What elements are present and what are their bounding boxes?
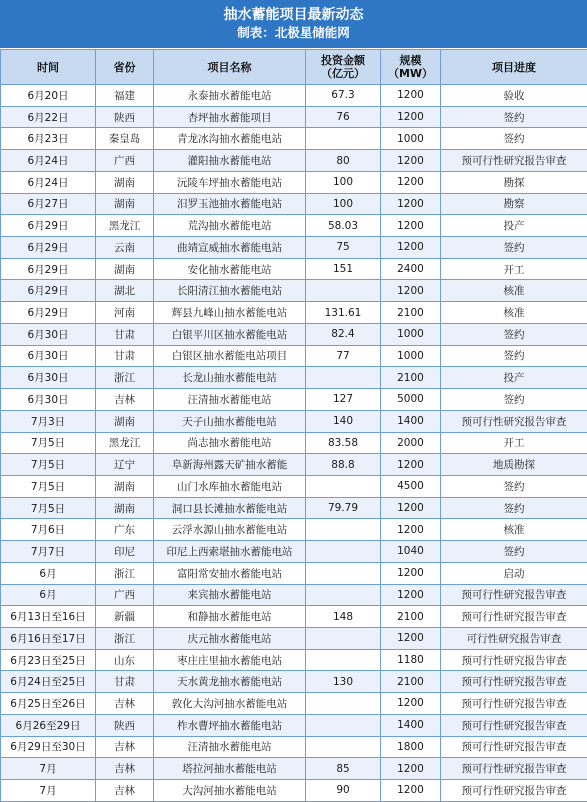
cell-scale: 1200	[381, 584, 441, 606]
cell-date: 6月29日至30日	[1, 736, 96, 758]
cell-scale: 1200	[381, 693, 441, 715]
cell-project-name: 和静抽水蓄能电站	[154, 606, 306, 628]
cell-investment: 85	[306, 758, 381, 780]
cell-province: 云南	[96, 237, 154, 259]
cell-province: 广西	[96, 584, 154, 606]
cell-status: 签约	[441, 106, 587, 128]
cell-scale: 1000	[381, 128, 441, 150]
cell-scale: 1200	[381, 562, 441, 584]
cell-investment	[306, 128, 381, 150]
cell-scale: 2100	[381, 367, 441, 389]
table-row	[1, 215, 587, 237]
cell-scale: 1400	[381, 410, 441, 432]
cell-scale: 2100	[381, 606, 441, 628]
cell-project-name: 灌阳抽水蓄能电站	[154, 150, 306, 172]
cell-investment	[306, 280, 381, 302]
cell-scale: 1000	[381, 323, 441, 345]
cell-scale: 1400	[381, 714, 441, 736]
cell-date: 7月5日	[1, 497, 96, 519]
cell-province: 福建	[96, 85, 154, 107]
cell-project-name: 天子山抽水蓄能电站	[154, 410, 306, 432]
cell-date: 6月29日	[1, 215, 96, 237]
cell-investment: 76	[306, 106, 381, 128]
cell-investment: 90	[306, 780, 381, 802]
cell-project-name: 青龙冰沟抽水蓄能电站	[154, 128, 306, 150]
cell-investment	[306, 693, 381, 715]
cell-scale: 2000	[381, 432, 441, 454]
cell-scale: 1200	[381, 497, 441, 519]
cell-project-name: 洞口县长滩抽水蓄能电站	[154, 497, 306, 519]
table-row	[1, 367, 587, 389]
cell-status: 核准	[441, 519, 587, 541]
cell-project-name: 荒沟抽水蓄能电站	[154, 215, 306, 237]
cell-status: 开工	[441, 258, 587, 280]
cell-investment	[306, 475, 381, 497]
cell-status: 签约	[441, 541, 587, 563]
cell-date: 7月3日	[1, 410, 96, 432]
cell-scale: 1180	[381, 649, 441, 671]
table-row	[1, 432, 587, 454]
cell-date: 6月30日	[1, 367, 96, 389]
cell-province: 吉林	[96, 389, 154, 411]
cell-date: 6月	[1, 562, 96, 584]
cell-date: 6月23日	[1, 128, 96, 150]
column-header-row	[1, 50, 587, 85]
cell-investment	[306, 367, 381, 389]
table-row	[1, 541, 587, 563]
cell-scale: 4500	[381, 475, 441, 497]
cell-investment: 148	[306, 606, 381, 628]
cell-province: 吉林	[96, 780, 154, 802]
cell-project-name: 尚志抽水蓄能电站	[154, 432, 306, 454]
cell-province: 湖南	[96, 171, 154, 193]
cell-scale: 1200	[381, 780, 441, 802]
table-row	[1, 150, 587, 172]
cell-scale: 1800	[381, 736, 441, 758]
table-row	[1, 237, 587, 259]
cell-province: 秦皇岛	[96, 128, 154, 150]
column-header-investment-line1: 投资金额	[306, 54, 380, 67]
page-title: 抽水蓄能项目最新动态	[224, 6, 364, 24]
cell-province: 印尼	[96, 541, 154, 563]
cell-investment: 151	[306, 258, 381, 280]
cell-scale: 1200	[381, 627, 441, 649]
table-row	[1, 258, 587, 280]
cell-province: 甘肃	[96, 345, 154, 367]
table-row	[1, 627, 587, 649]
cell-date: 7月6日	[1, 519, 96, 541]
cell-status: 预可行性研究报告审查	[441, 150, 587, 172]
table-row	[1, 584, 587, 606]
cell-province: 湖南	[96, 497, 154, 519]
cell-investment: 82.4	[306, 323, 381, 345]
table-row	[1, 193, 587, 215]
cell-scale: 1000	[381, 345, 441, 367]
cell-investment: 75	[306, 237, 381, 259]
cell-project-name: 大沟河抽水蓄能电站	[154, 780, 306, 802]
cell-investment: 130	[306, 671, 381, 693]
cell-province: 湖北	[96, 280, 154, 302]
column-header-investment	[306, 50, 381, 85]
cell-project-name: 杏坪抽水蓄能项目	[154, 106, 306, 128]
cell-province: 湖南	[96, 475, 154, 497]
table-row	[1, 345, 587, 367]
cell-status: 验收	[441, 85, 587, 107]
cell-status: 预可行性研究报告审查	[441, 410, 587, 432]
table-row	[1, 606, 587, 628]
table-row	[1, 410, 587, 432]
cell-date: 6月30日	[1, 389, 96, 411]
cell-status: 预可行性研究报告审查	[441, 758, 587, 780]
cell-investment: 131.61	[306, 302, 381, 324]
cell-scale: 1200	[381, 171, 441, 193]
cell-province: 辽宁	[96, 454, 154, 476]
cell-investment	[306, 584, 381, 606]
cell-investment	[306, 519, 381, 541]
cell-project-name: 曲靖宣威抽水蓄能电站	[154, 237, 306, 259]
cell-date: 6月16日至17日	[1, 627, 96, 649]
cell-status: 投产	[441, 367, 587, 389]
cell-date: 7月7日	[1, 541, 96, 563]
cell-scale: 1200	[381, 454, 441, 476]
cell-status: 勘察	[441, 193, 587, 215]
cell-province: 山东	[96, 649, 154, 671]
cell-investment: 88.8	[306, 454, 381, 476]
cell-scale: 1200	[381, 519, 441, 541]
table-row	[1, 106, 587, 128]
cell-investment: 58.03	[306, 215, 381, 237]
cell-investment: 127	[306, 389, 381, 411]
cell-status: 核准	[441, 280, 587, 302]
cell-scale: 1200	[381, 237, 441, 259]
cell-status: 预可行性研究报告审查	[441, 606, 587, 628]
cell-date: 6月29日	[1, 302, 96, 324]
cell-investment	[306, 562, 381, 584]
cell-project-name: 长龙山抽水蓄能电站	[154, 367, 306, 389]
cell-project-name: 辉县九峰山抽水蓄能电站	[154, 302, 306, 324]
cell-project-name: 敦化大沟河抽水蓄能电站	[154, 693, 306, 715]
cell-project-name: 汪清抽水蓄能电站	[154, 736, 306, 758]
cell-province: 河南	[96, 302, 154, 324]
cell-date: 7月5日	[1, 432, 96, 454]
cell-investment	[306, 714, 381, 736]
cell-province: 甘肃	[96, 323, 154, 345]
cell-province: 湖南	[96, 410, 154, 432]
cell-status: 地质勘探	[441, 454, 587, 476]
cell-status: 签约	[441, 323, 587, 345]
cell-province: 湖南	[96, 258, 154, 280]
cell-project-name: 云浮水源山抽水蓄能电站	[154, 519, 306, 541]
cell-scale: 1040	[381, 541, 441, 563]
project-table	[0, 49, 587, 802]
cell-status: 预可行性研究报告审查	[441, 693, 587, 715]
cell-investment: 77	[306, 345, 381, 367]
cell-status: 启动	[441, 562, 587, 584]
table-row	[1, 475, 587, 497]
cell-province: 浙江	[96, 562, 154, 584]
cell-date: 6月30日	[1, 345, 96, 367]
cell-project-name: 白银区抽水蓄能电站项目	[154, 345, 306, 367]
cell-scale: 2400	[381, 258, 441, 280]
cell-date: 6月	[1, 584, 96, 606]
table-row	[1, 736, 587, 758]
cell-province: 新疆	[96, 606, 154, 628]
table-row	[1, 302, 587, 324]
cell-province: 湖南	[96, 193, 154, 215]
cell-date: 7月5日	[1, 454, 96, 476]
table-row	[1, 389, 587, 411]
cell-date: 6月29日	[1, 258, 96, 280]
cell-province: 浙江	[96, 627, 154, 649]
cell-project-name: 阜新海州露天矿抽水蓄能	[154, 454, 306, 476]
cell-scale: 1200	[381, 758, 441, 780]
table-row	[1, 562, 587, 584]
cell-status: 开工	[441, 432, 587, 454]
cell-province: 黑龙江	[96, 432, 154, 454]
cell-province: 吉林	[96, 736, 154, 758]
cell-status: 投产	[441, 215, 587, 237]
cell-investment: 83.58	[306, 432, 381, 454]
table-row	[1, 128, 587, 150]
column-header-status: 项目进度	[441, 50, 587, 85]
cell-date: 6月24日至25日	[1, 671, 96, 693]
table-row	[1, 714, 587, 736]
cell-investment: 80	[306, 150, 381, 172]
cell-date: 6月23日至25日	[1, 649, 96, 671]
table-row	[1, 323, 587, 345]
cell-project-name: 庆元抽水蓄能电站	[154, 627, 306, 649]
cell-project-name: 山门水库抽水蓄能电站	[154, 475, 306, 497]
cell-date: 6月13日至16日	[1, 606, 96, 628]
cell-scale: 2100	[381, 671, 441, 693]
cell-date: 6月24日	[1, 171, 96, 193]
cell-status: 预可行性研究报告审查	[441, 736, 587, 758]
cell-date: 6月20日	[1, 85, 96, 107]
cell-date: 6月24日	[1, 150, 96, 172]
cell-status: 签约	[441, 237, 587, 259]
cell-project-name: 来宾抽水蓄能电站	[154, 584, 306, 606]
cell-project-name: 柞水曹坪抽水蓄能电站	[154, 714, 306, 736]
cell-investment: 79.79	[306, 497, 381, 519]
cell-scale: 1200	[381, 85, 441, 107]
cell-project-name: 枣庄庄里抽水蓄能电站	[154, 649, 306, 671]
cell-status: 签约	[441, 128, 587, 150]
cell-project-name: 塔拉河抽水蓄能电站	[154, 758, 306, 780]
cell-investment: 100	[306, 171, 381, 193]
cell-project-name: 白银平川区抽水蓄能电站	[154, 323, 306, 345]
cell-status: 预可行性研究报告审查	[441, 714, 587, 736]
cell-status: 签约	[441, 389, 587, 411]
cell-date: 7月5日	[1, 475, 96, 497]
column-header-name: 项目名称	[154, 50, 306, 85]
cell-scale: 2100	[381, 302, 441, 324]
cell-province: 甘肃	[96, 671, 154, 693]
cell-scale: 1200	[381, 106, 441, 128]
cell-investment	[306, 736, 381, 758]
cell-project-name: 长阳清江抽水蓄能电站	[154, 280, 306, 302]
table-body	[1, 85, 587, 802]
table-row	[1, 280, 587, 302]
table-row	[1, 649, 587, 671]
cell-province: 广东	[96, 519, 154, 541]
cell-date: 6月25日至26日	[1, 693, 96, 715]
cell-project-name: 安化抽水蓄能电站	[154, 258, 306, 280]
cell-scale: 1200	[381, 150, 441, 172]
cell-investment: 67.3	[306, 85, 381, 107]
column-header-province: 省份	[96, 50, 154, 85]
cell-date: 6月29日	[1, 280, 96, 302]
cell-scale: 1200	[381, 193, 441, 215]
cell-investment	[306, 649, 381, 671]
cell-investment: 100	[306, 193, 381, 215]
cell-project-name: 汪清抽水蓄能电站	[154, 389, 306, 411]
cell-status: 签约	[441, 345, 587, 367]
cell-scale: 1200	[381, 215, 441, 237]
cell-date: 6月22日	[1, 106, 96, 128]
cell-date: 7月	[1, 780, 96, 802]
cell-status: 预可行性研究报告审查	[441, 584, 587, 606]
table-row	[1, 758, 587, 780]
cell-province: 吉林	[96, 758, 154, 780]
table-row	[1, 519, 587, 541]
page-subtitle: 制表：北极星储能网	[237, 24, 350, 42]
cell-investment	[306, 627, 381, 649]
cell-date: 7月	[1, 758, 96, 780]
cell-project-name: 印尼上西索堪抽水蓄能电站	[154, 541, 306, 563]
cell-status: 勘探	[441, 171, 587, 193]
cell-province: 吉林	[96, 693, 154, 715]
cell-status: 签约	[441, 475, 587, 497]
table-header-banner	[0, 0, 587, 49]
column-header-investment-line2: （亿元）	[306, 67, 380, 80]
table-row	[1, 693, 587, 715]
column-header-scale: 规模（MW）	[381, 50, 441, 85]
cell-investment: 140	[306, 410, 381, 432]
table-row	[1, 671, 587, 693]
column-header-date: 时间	[1, 50, 96, 85]
table-row	[1, 85, 587, 107]
cell-date: 6月26至29日	[1, 714, 96, 736]
cell-investment	[306, 541, 381, 563]
cell-province: 黑龙江	[96, 215, 154, 237]
cell-province: 浙江	[96, 367, 154, 389]
cell-project-name: 富阳常安抽水蓄能电站	[154, 562, 306, 584]
cell-scale: 1200	[381, 280, 441, 302]
cell-project-name: 汨罗玉池抽水蓄能电站	[154, 193, 306, 215]
table-row	[1, 171, 587, 193]
table-row	[1, 454, 587, 476]
cell-scale: 5000	[381, 389, 441, 411]
cell-status: 核准	[441, 302, 587, 324]
cell-status: 预可行性研究报告审查	[441, 671, 587, 693]
cell-date: 6月27日	[1, 193, 96, 215]
cell-date: 6月29日	[1, 237, 96, 259]
cell-province: 陕西	[96, 106, 154, 128]
cell-project-name: 天水黄龙抽水蓄能电站	[154, 671, 306, 693]
cell-project-name: 沅陵车坪抽水蓄能电站	[154, 171, 306, 193]
cell-province: 陕西	[96, 714, 154, 736]
cell-project-name: 永泰抽水蓄能电站	[154, 85, 306, 107]
cell-status: 预可行性研究报告审查	[441, 649, 587, 671]
cell-status: 预可行性研究报告审查	[441, 780, 587, 802]
cell-province: 广西	[96, 150, 154, 172]
cell-status: 可行性研究报告审查	[441, 627, 587, 649]
table-row	[1, 780, 587, 802]
cell-status: 签约	[441, 497, 587, 519]
table-row	[1, 497, 587, 519]
cell-date: 6月30日	[1, 323, 96, 345]
